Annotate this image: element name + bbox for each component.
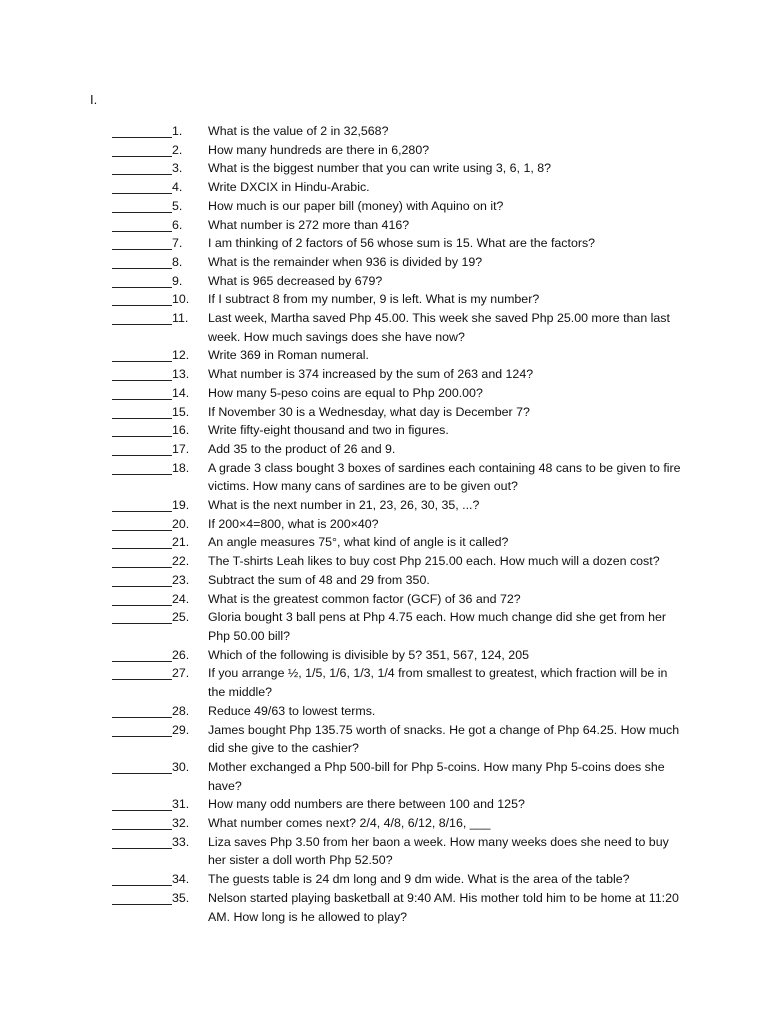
question-number: 20. [172,516,190,531]
question-item [112,833,682,870]
question-text: If November 30 is a Wednesday, what day is December 7? [208,404,530,419]
answer-blank[interactable] [112,218,172,232]
question-text: What is the biggest number that you can write using 3, 6, 1, 8? [208,161,551,176]
question-number: 3. [172,161,183,176]
question-number: 9. [172,273,183,288]
section-heading: I. [90,92,98,107]
question-text: The guests table is 24 dm long and 9 dm wide. What is the area of the table? [208,872,630,887]
question-item [112,552,682,571]
question-item [112,234,682,253]
question-number: 32. [172,816,190,831]
answer-blank[interactable] [112,592,172,606]
answer-blank[interactable] [112,835,172,849]
question-number: 15. [172,404,190,419]
question-text: If you arrange ½, 1/5, 1/6, 1/3, 1/4 from smallest to greatest, which fraction will be in the middle? [208,666,668,700]
question-item [112,702,682,721]
answer-blank[interactable] [112,723,172,737]
question-item [112,421,682,440]
question-text: What number is 374 increased by the sum of 263 and 124? [208,367,534,382]
question-text: What is the remainder when 936 is divided by 19? [208,254,483,269]
answer-blank[interactable] [112,161,172,175]
question-item [112,870,682,889]
question-number: 24. [172,591,190,606]
question-number: 26. [172,647,190,662]
question-text: What is the value of 2 in 32,568? [208,124,389,138]
question-text: What number is 272 more than 416? [208,217,410,232]
question-number: 8. [172,254,183,269]
question-number: 17. [172,441,190,456]
answer-blank[interactable] [112,498,172,512]
question-item [112,814,682,833]
question-text: How many odd numbers are there between 100 and 125? [208,797,525,812]
question-number: 12. [172,348,190,363]
question-text: The T-shirts Leah likes to buy cost Php 215.00 each. How much will a dozen cost? [208,554,660,569]
answer-blank[interactable] [112,610,172,624]
question-text: If 200×4=800, what is 200×40? [208,516,379,531]
question-number: 22. [172,554,190,569]
question-item [112,346,682,365]
answer-blank[interactable] [112,348,172,362]
answer-blank[interactable] [112,872,172,886]
question-number: 14. [172,385,190,400]
question-item [112,159,682,178]
question-item [112,758,682,795]
question-item [112,459,682,496]
answer-blank[interactable] [112,573,172,587]
question-text: Which of the following is divisible by 5? 351, 567, 124, 205 [208,647,529,662]
question-text: Last week, Martha saved Php 45.00. This week she saved Php 25.00 more than last week. How much savings does she have now? [208,311,670,344]
answer-blank[interactable] [112,461,172,475]
answer-blank[interactable] [112,255,172,269]
question-text: How much is our paper bill (money) with Aquino on it? [208,198,504,213]
question-number: 4. [172,180,183,195]
question-item [112,889,682,926]
question-text: Mother exchanged a Php 500-bill for Php 5-coins. How many Php 5-coins does she have? [208,759,665,793]
question-number: 11. [172,311,189,326]
question-item [112,590,682,609]
answer-blank[interactable] [112,367,172,381]
question-number: 29. [172,722,190,737]
question-text: Subtract the sum of 48 and 29 from 350. [208,572,430,587]
question-text: Liza saves Php 3.50 from her baon a week. How many weeks does she need to buy her sister a doll worth Php 52.50? [208,834,669,868]
question-item [112,272,682,291]
question-item [112,216,682,235]
question-text: What is 965 decreased by 679? [208,273,383,288]
question-item [112,440,682,459]
question-item [112,496,682,515]
answer-blank[interactable] [112,386,172,400]
answer-blank[interactable] [112,704,172,718]
answer-blank[interactable] [112,442,172,456]
question-item [112,290,682,309]
question-item [112,141,682,160]
answer-blank[interactable] [112,554,172,568]
answer-blank[interactable] [112,517,172,531]
question-item [112,384,682,403]
question-item [112,403,682,422]
question-number: 10. [172,292,190,307]
question-text: Write DXCIX in Hindu-Arabic. [208,180,370,195]
question-number: 6. [172,217,183,232]
question-text: Reduce 49/63 to lowest terms. [208,703,376,718]
question-text: Write 369 in Roman numeral. [208,348,369,363]
answer-blank[interactable] [112,236,172,250]
question-text: Nelson started playing basketball at 9:40 AM. His mother told him to be home at 11:20 AM. How long is he allowed to play? [208,890,679,924]
question-number: 21. [172,535,190,550]
question-number: 25. [172,610,190,625]
question-text: If I subtract 8 from my number, 9 is left. What is my number? [208,292,540,307]
question-text: How many hundreds are there in 6,280? [208,142,430,157]
question-item [112,253,682,272]
question-item [112,646,682,665]
answer-blank[interactable] [112,311,172,325]
question-number: 31. [172,797,190,812]
answer-blank[interactable] [112,666,172,680]
question-number: 35. [172,890,190,905]
question-number: 18. [172,460,190,475]
question-item [112,122,682,141]
question-number: 16. [172,423,190,438]
question-number: 7. [172,236,183,251]
question-text: An angle measures 75°, what kind of angle is it called? [208,535,509,550]
answer-blank[interactable] [112,535,172,549]
question-item [112,571,682,590]
answer-blank[interactable] [112,816,172,830]
answer-blank[interactable] [112,199,172,213]
question-number: 28. [172,703,190,718]
answer-blank[interactable] [112,143,172,157]
question-number: 2. [172,142,183,157]
question-text: What is the greatest common factor (GCF) of 36 and 72? [208,591,521,606]
answer-blank[interactable] [112,760,172,774]
question-text: How many 5-peso coins are equal to Php 200.00? [208,385,483,400]
question-item [112,309,682,346]
question-number: 5. [172,198,183,213]
question-number: 23. [172,572,190,587]
question-item [112,515,682,534]
question-list [112,122,682,926]
question-item [112,365,682,384]
question-number: 1. [172,124,183,138]
question-text: A grade 3 class bought 3 boxes of sardines each containing 48 cans to be given to fire victims. How many cans of sardines are to be given out? [208,460,681,494]
question-number: 27. [172,666,190,681]
answer-blank[interactable] [112,292,172,306]
question-item [112,608,682,645]
question-number: 33. [172,834,190,849]
answer-blank[interactable] [112,180,172,194]
question-item [112,178,682,197]
question-item [112,533,682,552]
answer-blank[interactable] [112,405,172,419]
answer-blank[interactable] [112,648,172,662]
answer-blank[interactable] [112,124,172,138]
question-item [112,197,682,216]
question-number: 30. [172,759,190,774]
question-text: What number comes next? 2/4, 4/8, 6/12, 8/16, ___ [208,816,491,831]
answer-blank[interactable] [112,274,172,288]
question-number: 13. [172,367,190,382]
answer-blank[interactable] [112,797,172,811]
question-text: Write fifty-eight thousand and two in figures. [208,423,449,438]
answer-blank[interactable] [112,891,172,905]
question-number: 19. [172,498,190,513]
question-item [112,795,682,814]
question-number: 34. [172,872,190,887]
question-item [112,664,682,701]
question-text: James bought Php 135.75 worth of snacks. He got a change of Php 64.25. How much did she give to the cashier? [208,722,680,756]
question-text: What is the next number in 21, 23, 26, 30, 35, ...? [208,498,480,513]
question-text: Gloria bought 3 ball pens at Php 4.75 each. How much change did she get from her Php 50.00 bill? [208,610,667,643]
question-text: Add 35 to the product of 26 and 9. [208,441,396,456]
question-text: I am thinking of 2 factors of 56 whose sum is 15. What are the factors? [208,236,596,251]
question-item [112,721,682,758]
answer-blank[interactable] [112,423,172,437]
